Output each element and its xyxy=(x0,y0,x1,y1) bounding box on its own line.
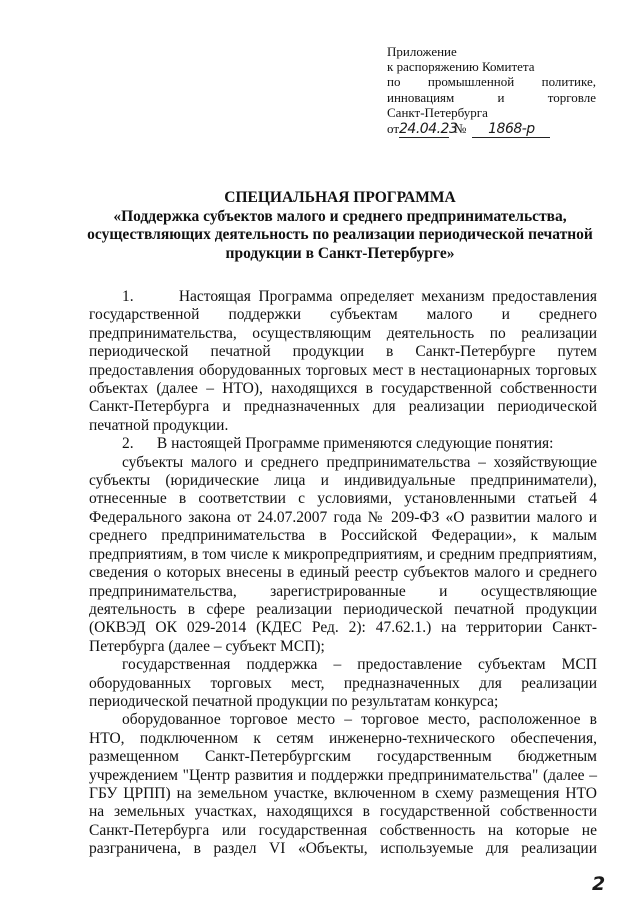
number-prefix: № xyxy=(454,121,467,137)
handwritten-number: 1868-р xyxy=(472,122,550,138)
date-prefix: от xyxy=(387,121,400,137)
annex-line-1: Приложение xyxy=(387,44,457,59)
title-line-2: «Поддержка субъектов малого и среднего предпринимательства, xyxy=(113,207,567,225)
annex-line-2: к распоряжению Комитета xyxy=(387,59,535,75)
paragraph-4: государственная поддержка – предоставление субъектам МСП оборудованных торговых мест, предназначенных для реализации периодической печатной продукции по результатам конкурса; xyxy=(89,656,597,710)
annex-line-4: инновациям и торговле xyxy=(387,89,596,105)
annex-block xyxy=(387,44,596,138)
title-line-1: СПЕЦИАЛЬНАЯ ПРОГРАММА xyxy=(224,189,456,206)
handwritten-date: 24.04.23 xyxy=(399,121,458,138)
paragraph-1: 1. Настоящая Программа определяет механизм предоставления государственной поддержки субъектам малого и среднего предпринимательства, осуществляющим деятельность по реализации периодической печатной продукции в Санкт-Петербурге путем предоставления оборудованных торговых мест в нестационарных торговых объектах (далее – НТО), находящихся в государственной собственности Санкт-Петербурга и предназначенных для реализации периодической печатной продукции. xyxy=(89,288,597,434)
paragraph-2: 2. В настоящей Программе применяются следующие понятия: xyxy=(122,435,554,453)
paragraph-5: оборудованное торговое место – торговое место, расположенное в НТО, подключенном к сетям инженерно-технического обеспечения, размещенном Санкт-Петербургским государственным бюджетным учреждением "Центр развития и поддержки предпринимательства" (далее – ГБУ ЦРПП) на земельном участке, включенном в схему размещения НТО на земельных участках, находящихся в государственной собственности Санкт-Петербурга или государственная собственность на которые не разграничена, в раздел VI «Объекты, используемые для реализации xyxy=(89,711,597,858)
paragraph-3: субъекты малого и среднего предпринимательства – хозяйствующие субъекты (юридические лица и индивидуальные предприниматели), отнесенные в соответствии с условиями, установленными статьей 4 Федерального закона от 24.07.2007 года № 209-ФЗ «О развитии малого и среднего предпринимательства в Российской Федерации», к малым предприятиям, в том числе к микропредприятиям, и средним предприятиям, сведения о которых внесены в единый реестр субъектов малого и среднего предпринимательства, зарегистрированные и осуществляющие деятельность в сфере реализации периодической печатной продукции (ОКВЭД ОК 029-2014 (КДЕС Ред. 2): 47.62.1.) на территории Санкт-Петербурга (далее – субъект МСП); xyxy=(89,453,597,655)
annex-date-number-row xyxy=(387,121,596,138)
title-line-3: осуществляющих деятельность по реализации периодической печатной xyxy=(87,226,593,243)
program-title xyxy=(80,189,600,263)
page-number: 2 xyxy=(592,873,606,895)
annex-line-5: Санкт-Петербурга xyxy=(387,104,488,120)
title-line-4: продукции в Санкт-Петербурге» xyxy=(225,244,455,262)
annex-line-3: по промышленной политике, xyxy=(387,74,596,90)
document-body xyxy=(89,288,597,859)
